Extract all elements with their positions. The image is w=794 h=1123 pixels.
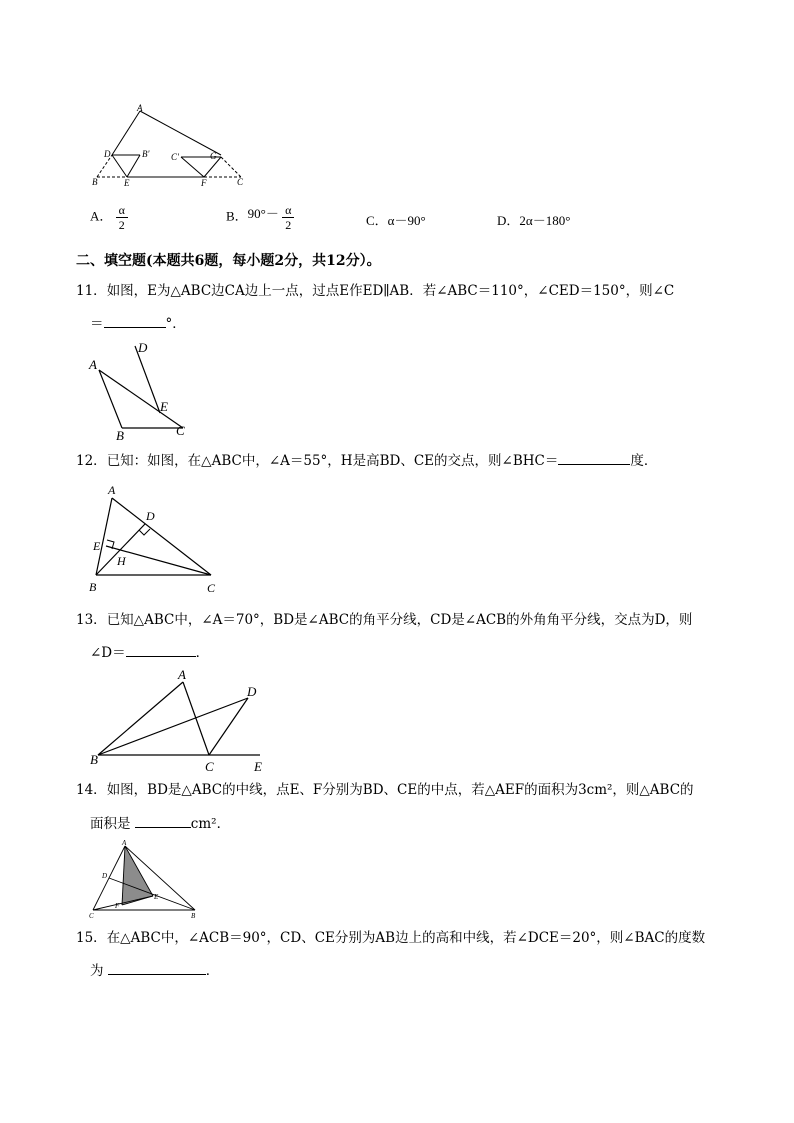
fig11-label: D [138, 340, 148, 355]
fig11-label: C [176, 423, 185, 438]
fig10-side-AG [140, 111, 221, 155]
fig10-side-AD [112, 111, 140, 155]
fig13-label: B [90, 752, 98, 767]
figure-q11 [85, 338, 195, 443]
fig12-label: D [146, 509, 155, 523]
option-b: B．90°－ $\frac{\alpha}{2}$ [226, 203, 294, 232]
fig14-label: E [154, 893, 159, 901]
fig10-label: B' [142, 149, 150, 159]
q12-line1: 12．已知：如图，在△ABC中，∠A＝55°，H是高BD、CE的交点，则∠BHC＝ 度． [76, 450, 657, 471]
fig14-label: A [122, 839, 127, 847]
q13-line2: ∠D＝ ． [90, 642, 209, 663]
fig12-label: A [108, 483, 116, 497]
fig10-label: F [201, 178, 207, 188]
q14-line1: 14．如图，BD是△ABC的中线，点E、F分别为BD、CE的中点，若△AEF的面积为3cm²，则△ABC的 [76, 782, 694, 798]
fig10-label: C [237, 177, 244, 187]
figure-q14 [85, 838, 210, 922]
answer-blank[interactable] [558, 450, 630, 465]
fig10-label: B [92, 177, 98, 187]
fig10-label: E [124, 178, 130, 188]
option-d: D．2α－180° [497, 213, 571, 228]
fig10-label: C' [171, 152, 179, 162]
fig11-label: E [160, 399, 168, 414]
q15-line2: 为 ． [90, 960, 219, 981]
figure-q12 [85, 480, 225, 598]
fig12-label: C [207, 581, 216, 595]
fig14-label: C [89, 912, 94, 920]
shaded-triangle-aef [122, 846, 153, 905]
section-title: 二、填空题(本题共6题，每小题2分，共12分）。 [76, 253, 381, 269]
fig11-label: B [116, 428, 124, 443]
answer-blank[interactable] [108, 960, 206, 975]
fig13-label: C [205, 759, 214, 773]
fig12-label: B [89, 580, 97, 594]
q11-line1: 11．如图，E为△ABC边CA边上一点，过点E作ED∥AB．若∠ABC＝110°，∠CED＝150°，则∠C [76, 283, 675, 299]
fig12-label: E [93, 539, 101, 553]
fig14-label: B [191, 912, 196, 920]
q14-line2: 面积是 cm²． [90, 813, 230, 834]
fig10-label: A [137, 103, 143, 113]
fig10-label: G [210, 151, 217, 161]
q11-line2: ＝ °． [90, 313, 186, 334]
fig13-label: E [254, 759, 262, 773]
fig10-label: D [104, 149, 111, 159]
option-a: A． $\frac{\alpha}{2}$ [90, 203, 128, 232]
figure-q10 [85, 102, 255, 192]
answer-blank[interactable] [135, 813, 191, 828]
answer-blank[interactable] [126, 642, 196, 657]
q15-line1: 15．在△ABC中，∠ACB＝90°，CD、CE分别为AB边上的高和中线，若∠DCE＝20°，则∠BAC的度数 [76, 930, 706, 946]
fig14-label: D [102, 872, 108, 880]
option-c: C．α－90° [366, 213, 426, 228]
fig13-label: A [178, 667, 186, 682]
fig13-label: D [247, 684, 257, 699]
fig14-label: F [115, 902, 120, 910]
q13-line1: 13．已知△ABC中，∠A＝70°，BD是∠ABC的角平分线，CD是∠ACB的外角角平分线，交点为D，则 [76, 612, 693, 628]
fig12-label: H [117, 554, 126, 568]
answer-blank[interactable] [104, 313, 166, 328]
fig11-label: A [89, 357, 97, 372]
figure-q13 [85, 665, 275, 773]
